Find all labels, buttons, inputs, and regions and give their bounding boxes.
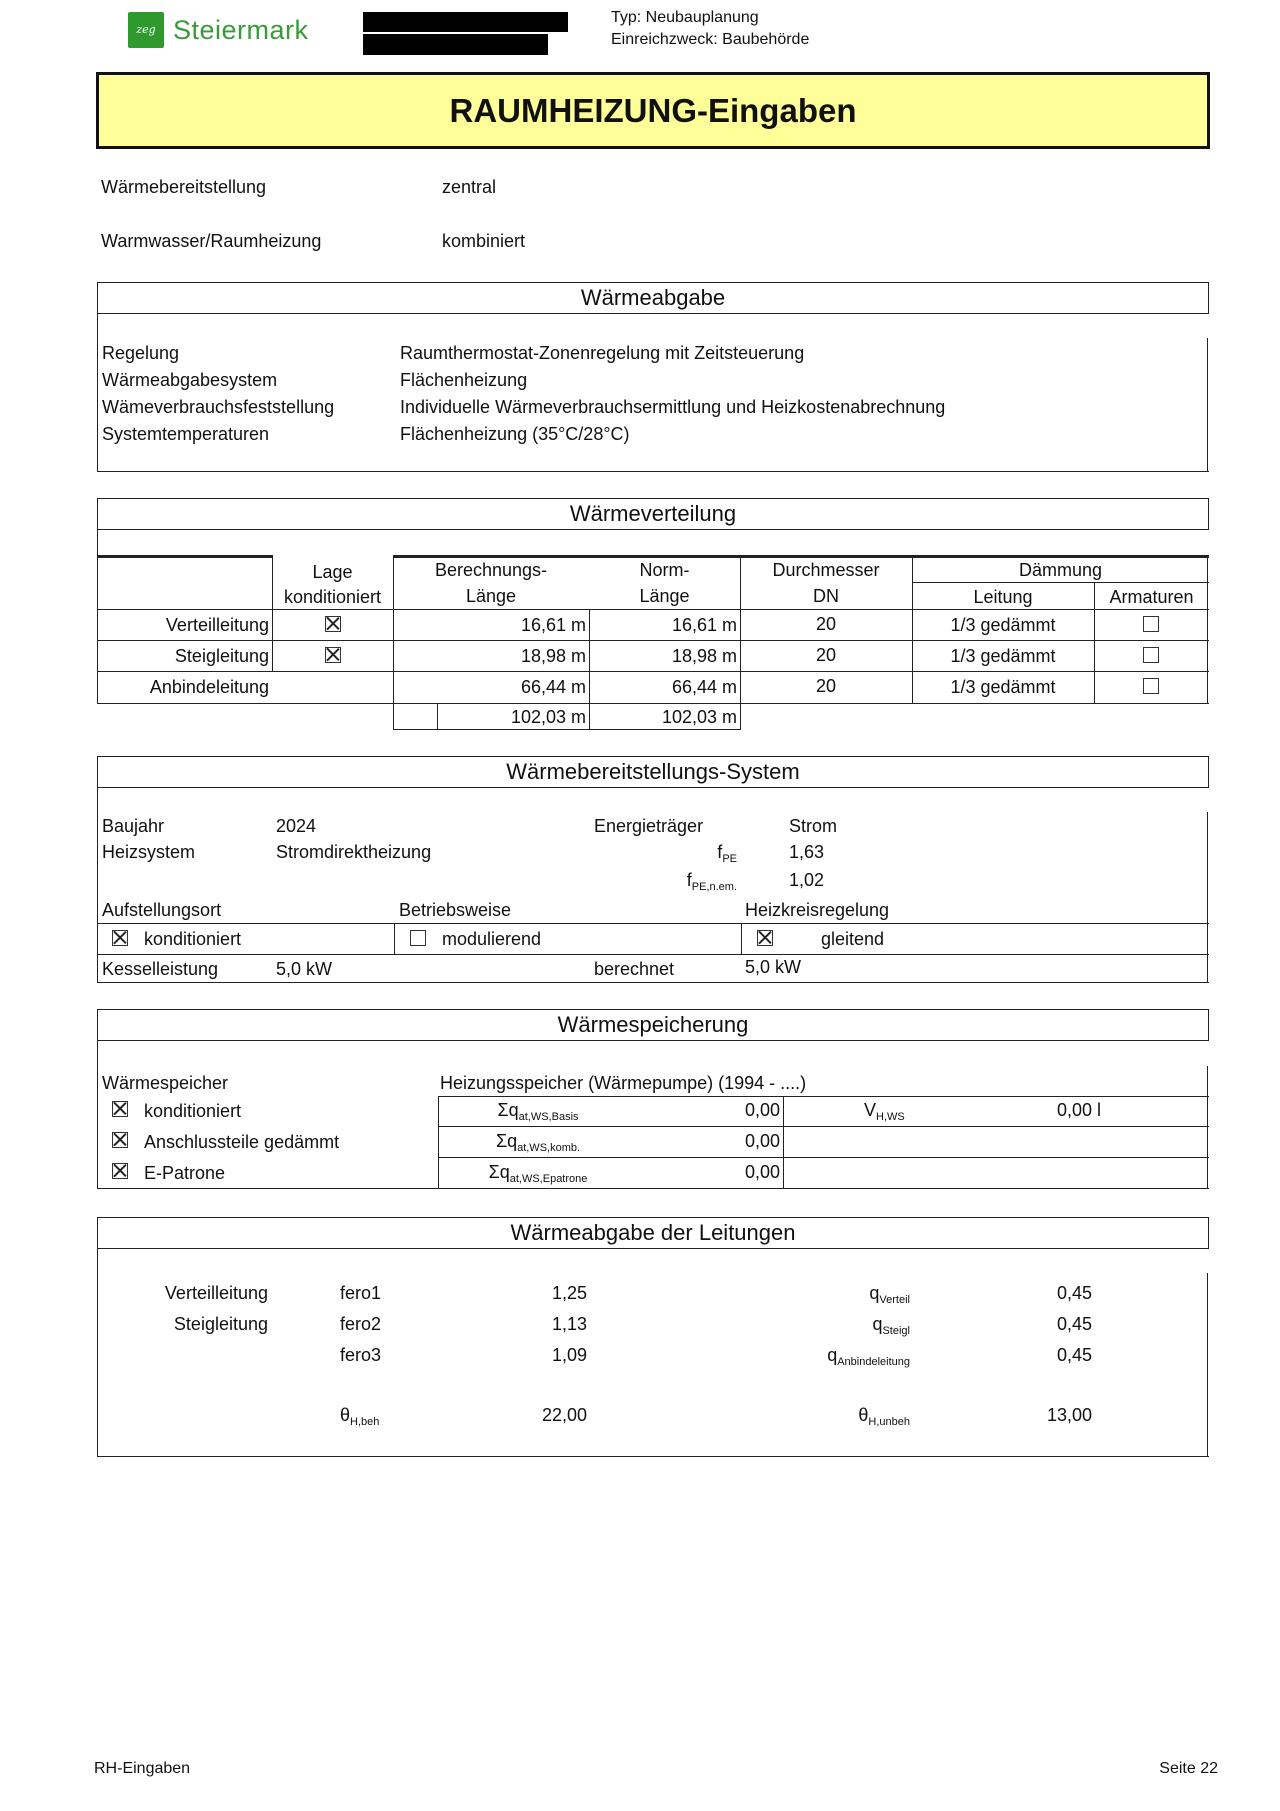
divider: [438, 1096, 1209, 1097]
regelung-value: Raumthermostat-Zonenregelung mit Zeitsteuerung: [400, 343, 805, 363]
anschlussteile-label: Anschlussteile gedämmt: [144, 1132, 340, 1152]
verbrauchsfeststellung-label: Wämeverbrauchsfeststellung: [102, 397, 335, 417]
section-header-waermeverteilung: Wärmeverteilung: [97, 498, 1209, 530]
fpe-nem-label: $f_{PE,n.em.}$: [686, 870, 737, 893]
berechnet-label: berechnet: [594, 959, 675, 979]
q-basis-value: 0,00: [744, 1100, 780, 1120]
dn-anbindeleitung: 20: [815, 676, 837, 696]
aufstellungsort-label: Aufstellungsort: [102, 900, 222, 920]
waermebereitstellung-value: zentral: [442, 177, 497, 197]
logo-text: Steiermark: [173, 15, 309, 45]
divider: [393, 555, 1209, 558]
col-header-norm-laenge: Länge: [639, 586, 690, 606]
divider: [97, 1040, 98, 1189]
q-steigl-value: 0,45: [1056, 1314, 1092, 1334]
speicher-konditioniert-label: konditioniert: [144, 1101, 242, 1121]
section-header-leitungen: Wärmeabgabe der Leitungen: [97, 1217, 1209, 1249]
speicher-type: Heizungsspeicher (Wärmepumpe) (1994 - ....): [440, 1073, 807, 1093]
baujahr-value: 2024: [276, 816, 317, 836]
energietraeger-label: Energieträger: [594, 816, 704, 836]
checkbox-e-patrone[interactable]: [112, 1163, 128, 1179]
divider: [97, 609, 1209, 610]
heizkreisregelung-value: gleitend: [821, 929, 885, 949]
divider: [97, 703, 1209, 704]
divider: [97, 923, 1209, 924]
redacted-block: [363, 34, 548, 55]
checkbox-armaturen-verteilleitung[interactable]: [1143, 616, 1159, 632]
fero3-label: fero3: [340, 1345, 382, 1365]
warmwasser-value: kombiniert: [442, 231, 526, 251]
berechnungslaenge-steigleitung: 18,98 m: [520, 646, 586, 666]
divider: [783, 1096, 784, 1188]
q-anbindeleitung-label: $q_{Anbindeleitung}$: [827, 1345, 910, 1368]
divider: [97, 471, 1209, 472]
divider: [1207, 1066, 1208, 1189]
normlaenge-steigleitung: 18,98 m: [671, 646, 737, 666]
section-header-speicherung: Wärmespeicherung: [97, 1009, 1209, 1041]
e-patrone-label: E-Patrone: [144, 1163, 226, 1183]
theta-beh-label: $\theta_{H,beh}$: [340, 1405, 380, 1428]
betriebsweise-value: modulierend: [442, 929, 542, 949]
waermespeicher-label: Wärmespeicher: [102, 1073, 229, 1093]
checkbox-anschlussteile-gedaemmt[interactable]: [112, 1132, 128, 1148]
row-name-steigleitung: Steigleitung: [174, 646, 269, 666]
typ-label: Typ: Neubauplanung: [611, 9, 759, 26]
section-header-bereitstellung: Wärmebereitstellungs-System: [97, 756, 1209, 788]
berechnet-value: 5,0 kW: [745, 957, 802, 977]
q-anbindeleitung-value: 0,45: [1056, 1345, 1092, 1365]
divider: [394, 923, 395, 954]
divider: [97, 982, 1209, 983]
leitung-daemmung-anbindeleitung: 1/3 gedämmt: [950, 677, 1056, 697]
fero1-value: 1,25: [551, 1283, 587, 1303]
divider: [97, 1248, 98, 1457]
fpe-label: $f_{PE}$: [717, 842, 737, 865]
fpe-nem-value: 1,02: [789, 870, 825, 890]
footer-section-name: RH-Eingaben: [94, 1760, 191, 1777]
checkbox-aufstellungsort-konditioniert[interactable]: [112, 930, 128, 946]
leitung-name-steigleitung: Steigleitung: [173, 1314, 268, 1334]
verbrauchsfeststellung-value: Individuelle Wärmeverbrauchsermittlung und Heizkostenabrechnung: [400, 397, 946, 417]
checkbox-konditioniert-verteilleitung[interactable]: [325, 616, 341, 632]
q-epatrone-label: $\Sigma q_{at,WS,Epatrone}$: [488, 1162, 588, 1185]
vhws-value: 0,00 l: [1057, 1100, 1102, 1120]
fpe-value: 1,63: [789, 842, 825, 862]
heizkreisregelung-label: Heizkreisregelung: [745, 900, 890, 920]
divider: [97, 555, 273, 558]
systemtemperaturen-label: Systemtemperaturen: [102, 424, 270, 444]
waermebereitstellung-label: Wärmebereitstellung: [101, 177, 267, 197]
col-header-durchmesser: Durchmesser: [772, 560, 880, 580]
col-header-armaturen: Armaturen: [1109, 587, 1194, 607]
divider: [741, 923, 742, 954]
divider: [97, 671, 1209, 672]
baujahr-label: Baujahr: [102, 816, 165, 836]
divider: [1207, 1273, 1208, 1457]
footer-page-number: Seite 22: [1159, 1760, 1218, 1777]
einreichzweck-label: Einreichzweck: Baubehörde: [611, 31, 810, 48]
section-header-waermeabgabe: Wärmeabgabe: [97, 282, 1209, 314]
kesselleistung-value: 5,0 kW: [276, 959, 333, 979]
divider: [97, 954, 1209, 955]
theta-unbeh-label: $\theta_{H,unbeh}$: [858, 1405, 910, 1428]
q-basis-label: $\Sigma q_{at,WS,Basis}$: [497, 1100, 579, 1123]
redacted-block: [363, 12, 568, 32]
divider: [97, 640, 1209, 641]
col-header-daemmung: Dämmung: [1018, 560, 1103, 580]
heizsystem-value: Stromdirektheizung: [276, 842, 432, 862]
leitung-daemmung-verteilleitung: 1/3 gedämmt: [950, 615, 1056, 635]
fero3-value: 1,09: [551, 1345, 587, 1365]
page-title: RAUMHEIZUNG-Eingaben: [96, 72, 1210, 149]
divider: [97, 312, 98, 472]
divider: [97, 1456, 1209, 1457]
checkbox-armaturen-anbindeleitung[interactable]: [1143, 678, 1159, 694]
normlaenge-anbindeleitung: 66,44 m: [671, 677, 737, 697]
berechnungslaenge-verteilleitung: 16,61 m: [520, 615, 586, 635]
divider: [1207, 812, 1208, 983]
total-normlaenge: 102,03 m: [661, 707, 737, 727]
checkbox-armaturen-steigleitung[interactable]: [1143, 647, 1159, 663]
row-name-anbindeleitung: Anbindeleitung: [149, 677, 269, 697]
col-header-konditioniert: konditioniert: [283, 587, 382, 607]
waermeabgabesystem-value: Flächenheizung: [400, 370, 528, 390]
col-header-leitung: Leitung: [973, 587, 1033, 607]
betriebsweise-label: Betriebsweise: [399, 900, 512, 920]
row-name-verteilleitung: Verteilleitung: [165, 615, 269, 635]
fero2-value: 1,13: [551, 1314, 587, 1334]
q-steigl-label: $q_{Steigl}$: [872, 1314, 910, 1337]
col-header-lage: Lage: [312, 562, 353, 582]
regelung-label: Regelung: [102, 343, 180, 363]
checkbox-speicher-konditioniert[interactable]: [112, 1101, 128, 1117]
fero1-label: fero1: [340, 1283, 382, 1303]
divider: [393, 729, 741, 730]
checkbox-betriebsweise-modulierend[interactable]: [410, 930, 426, 946]
col-header-berechnung: Berechnungs-: [434, 560, 548, 580]
divider: [912, 582, 1209, 583]
dn-verteilleitung: 20: [815, 614, 837, 634]
normlaenge-verteilleitung: 16,61 m: [671, 615, 737, 635]
vhws-label: $V_{H,WS}$: [864, 1100, 905, 1123]
divider: [1207, 338, 1208, 472]
berechnungslaenge-anbindeleitung: 66,44 m: [520, 677, 586, 697]
divider: [97, 1188, 1209, 1189]
col-header-norm: Norm-: [639, 560, 690, 580]
q-epatrone-value: 0,00: [744, 1162, 780, 1182]
leitung-daemmung-steigleitung: 1/3 gedämmt: [950, 646, 1056, 666]
warmwasser-label: Warmwasser/Raumheizung: [101, 231, 322, 251]
systemtemperaturen-value: Flächenheizung (35°C/28°C): [400, 424, 630, 444]
aufstellungsort-value: konditioniert: [144, 929, 242, 949]
col-header-dn: DN: [813, 586, 839, 606]
kesselleistung-label: Kesselleistung: [102, 959, 219, 979]
q-komb-value: 0,00: [744, 1131, 780, 1151]
dn-steigleitung: 20: [815, 645, 837, 665]
q-komb-label: $\Sigma q_{at,WS,komb.}$: [495, 1131, 581, 1154]
q-verteil-label: $q_{Verteil}$: [869, 1283, 910, 1306]
fero2-label: fero2: [340, 1314, 382, 1334]
leitung-name-verteilleitung: Verteilleitung: [164, 1283, 268, 1303]
theta-beh-value: 22,00: [541, 1405, 587, 1425]
theta-unbeh-value: 13,00: [1046, 1405, 1092, 1425]
col-header-berechnung-laenge: Länge: [465, 586, 517, 606]
total-berechnungslaenge: 102,03 m: [510, 707, 586, 727]
checkbox-heizkreisregelung-gleitend[interactable]: [757, 930, 773, 946]
heizsystem-label: Heizsystem: [102, 842, 196, 862]
logo-mark: zeg: [128, 12, 164, 48]
energietraeger-value: Strom: [789, 816, 838, 836]
checkbox-konditioniert-steigleitung[interactable]: [325, 647, 341, 663]
waermeabgabesystem-label: Wärmeabgabesystem: [102, 370, 278, 390]
q-verteil-value: 0,45: [1056, 1283, 1092, 1303]
